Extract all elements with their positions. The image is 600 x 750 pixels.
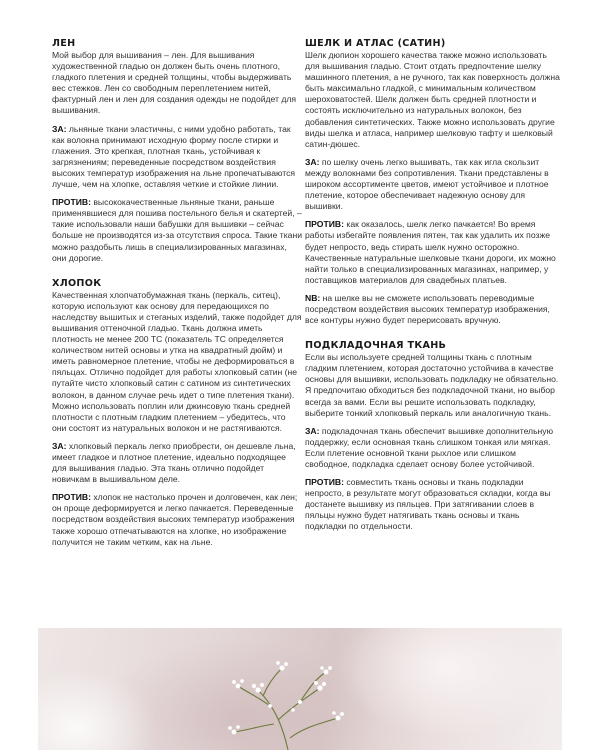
con-text: как оказалось, шелк легко пачкается! Во время работы избегайте появления пятен, так как удалить их позже будет непросто, ведь стирать шелк нужно осторожно. Качественные натуральные шелковые ткани дороги, их можно найти только в специализированных магазинах, например, у поставщиков материалов для свадебных платьев.: [305, 219, 556, 285]
con-text: высококачественные льняные ткани, раньше применявшиеся для пошива постельного белья и скатертей, – такие использовали наши бабушки для вышивки – сейчас больше не производятся из-за отсутствия спроса. Такие ткани можно раздобыть лишь в специализированных магазинах, они дорогие.: [52, 197, 302, 263]
left-column: [52, 38, 302, 562]
paragraph-hlopok-con: [52, 492, 302, 547]
paragraph-hlopok-intro: Качественная хлопчатобумажная ткань (перкаль, ситец), которую используют как основу для передающихся по наследству вышитых и стеганых изделий, также подойдет для вышивания оттеночной гладью. Ткань должна иметь плотность не менее 200 ТС (показатель ТС определяется количеством нитей основы и утка на квадратный дюйм) и иметь равномерное плетение, чтобы не деформироваться в пяльцах. Отлично подойдет для работы хлопковый сатин (не путайте чисто хлопковый сатин с сатином из синтетических волокон, в данном случае речь идет о типе плетения ткани). Можно использовать поплин или джинсовую ткань средней плотности с плотным гладким плетением – убедитесь, что они состоят из натуральных волокон и не растягиваются.: [52, 289, 302, 433]
right-column: [305, 38, 561, 547]
heading-shelk: ШЕЛК И АТЛАС (САТИН): [305, 38, 446, 49]
section-hlopok: [52, 278, 302, 548]
pro-label: ЗА:: [52, 123, 67, 134]
section-shelk: [305, 38, 561, 326]
paragraph-podkladochnaya-con: [305, 477, 561, 532]
paragraph-shelk-intro: Шелк дюпион хорошего качества также можно использовать для вышивания гладью. Стоит отдать предпочтение шелку машинного плетения, а не ручного, так как поверхность должна быть максимально гладкой, с минимальным количеством шероховатостей. Шелк должен быть средней плотности и состоять исключительно из натуральных волокон, без добавления синтетических. Также можно использовать другие виды шелка и атласа, например шелковую тафту и шелковый сатин-дюшес.: [305, 50, 560, 149]
gypsophila-sprig: [38, 628, 562, 750]
paragraph-shelk-nb: [305, 293, 561, 326]
paragraph-len-intro: Мой выбор для вышивания – лен. Для вышивания художественной гладью он должен быть очень плотного, гладкого плетения и средней толщины, чтобы выдерживать вес стежков. Лен со свободным переплетением нитей, фактурный лен и лен для создания одежды не подойдет для вышивания.: [52, 50, 297, 116]
paragraph-podkladochnaya-pro: [305, 426, 561, 470]
paragraph-len-pro: [52, 124, 302, 191]
pro-label: ЗА:: [52, 440, 67, 451]
nb-label: NB:: [305, 292, 321, 303]
con-text: совместить ткань основы и ткань подкладки непросто, в результате могут образоваться складки, когда вы достанете вышивку из пяльцев. При затягивании слоев в пяльцы нужно будет натягивать ткань основы и ткань подкладки по отдельности.: [305, 477, 551, 532]
con-label: ПРОТИВ:: [305, 219, 344, 230]
pro-label: ЗА:: [305, 425, 320, 436]
heading-podkladochnaya: ПОДКЛАДОЧНАЯ ТКАНЬ: [305, 340, 447, 352]
heading-len: ЛЕН: [52, 38, 76, 49]
section-len: [52, 38, 302, 264]
paragraph-hlopok-pro: [52, 441, 302, 485]
pro-text: льняные ткани эластичны, с ними удобно работать, так как волокна принимают исходную форму после стирки и глажения. Это крепкая, плотная ткань, устойчивая к загрязнениям; переведенные посредством воздействия высоких температур изображения на льне пропечатываются лучше, чем на хлопке, оставляя четкие и стойкие линии.: [52, 123, 296, 190]
con-text: хлопок не настолько прочен и долговечен, как лен; он проще деформируется и легко пачкается. Переведенные посредством воздействия высоких температур изображения также хорошо отпечатываются на хлопке, но изображение получится не таким четким, как на льне.: [52, 492, 298, 547]
nb-text: на шелке вы не сможете использовать переводимые посредством воздействия высоких температур изображения, все контуры нужно будет перерисовать вручную.: [305, 292, 550, 326]
con-label: ПРОТИВ:: [52, 492, 91, 503]
pro-text: по шелку очень легко вышивать, так как игла скользит между волокнами без сопротивления. Ткани представлены в широком ассортименте цветов, имеют устойчивое и плотное плетение, которое обеспечивает надежную основу для вышивки.: [305, 156, 549, 212]
photo-gypsophila-fabric: [38, 628, 562, 750]
con-label: ПРОТИВ:: [52, 197, 91, 208]
section-podkladochnaya: [305, 340, 561, 532]
heading-hlopok: ХЛОПОК: [52, 277, 102, 289]
con-label: ПРОТИВ:: [305, 477, 344, 488]
pro-text: хлопковый перкаль легко приобрести, он дешевле льна, имеет гладкое и плотное плетение, идеально подходящее для вышивания гладью. Эта ткань отлично подойдет новичкам в вышивальном деле.: [52, 440, 296, 485]
pro-text: подкладочная ткань обеспечит вышивке дополнительную поддержку, если основная ткань слишком тонкая или мягкая. Если плетение основной ткани рыхлое или слишком свободное, подкладка сделает основу более устойчивой.: [305, 425, 554, 469]
paragraph-shelk-pro: [305, 157, 561, 212]
paragraph-podkladochnaya-intro: Если вы используете средней толщины ткань с плотным гладким плетением, которая достаточно устойчива в качестве основы для вышивки, использовать подкладку не обязательно. Я предпочитаю обходиться без подкладочной ткани, но выбор всегда за вами. Если вы решите использовать подкладку, выберите тонкий хлопковый перкаль или аналогичную ткань.: [305, 352, 559, 418]
paragraph-shelk-con: [305, 219, 561, 286]
paragraph-len-con: [52, 197, 302, 264]
pro-label: ЗА:: [305, 156, 320, 167]
